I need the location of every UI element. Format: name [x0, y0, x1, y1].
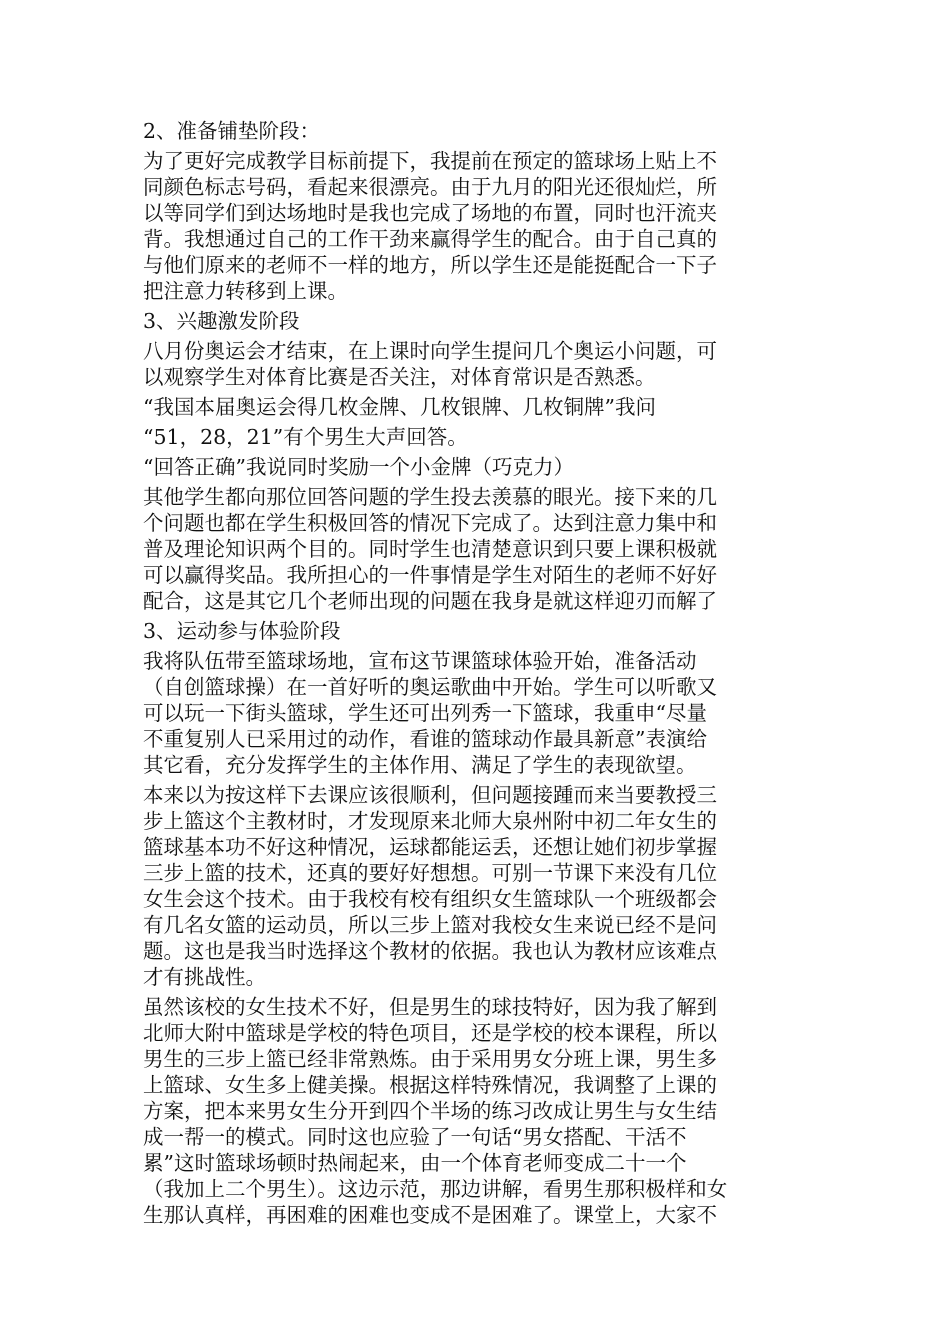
paragraph-line: （我加上二个男生）。这边示范，那边讲解，看男生那积极样和女 [143, 1177, 728, 1201]
paragraph-line: 三步上篮的技术，还真的要好好想想。可别一节课下来没有几位 [143, 861, 717, 885]
paragraph-line: 以等同学们到达场地时是我也完成了场地的布置，同时也汗流夹 [143, 201, 717, 225]
paragraph [143, 484, 823, 614]
paragraph [143, 148, 823, 304]
paragraph-line: 北师大附中篮球是学校的特色项目，还是学校的校本课程，所以 [143, 1021, 717, 1045]
paragraph-line: 生那认真样，再困难的困难也变成不是困难了。课堂上，大家不 [143, 1203, 717, 1227]
paragraph-line: 为了更好完成教学目标前提下，我提前在预定的篮球场上贴上不 [143, 149, 717, 173]
paragraph-line: 本来以为按这样下去课应该很顺利，但问题接踵而来当要教授三 [143, 783, 717, 807]
paragraph-line: 上篮球、女生多上健美操。根据这样特殊情况，我调整了上课的 [143, 1073, 717, 1097]
paragraph-line: 可以赢得奖品。我所担心的一件事情是学生对陌生的老师不好好 [143, 563, 717, 587]
paragraph [143, 338, 823, 390]
paragraph-line: 方案，把本来男女生分开到四个半场的练习改成让男生与女生结 [143, 1099, 717, 1123]
paragraph [143, 782, 823, 990]
paragraph-line: 可以玩一下街头篮球，学生还可出列秀一下篮球，我重申“尽量 [143, 701, 707, 725]
paragraph-line: 步上篮这个主教材时，才发现原来北师大泉州附中初二年女生的 [143, 809, 717, 833]
paragraph-line: 普及理论知识两个目的。同时学生也清楚意识到只要上课积极就 [143, 537, 717, 561]
paragraph-line: 把注意力转移到上课。 [143, 279, 348, 303]
paragraph-line: （自创篮球操）在一首好听的奥运歌曲中开始。学生可以听歌又 [143, 675, 717, 699]
paragraph-line: 不重复别人已采用过的动作，看谁的篮球动作最具新意”表演给 [143, 727, 707, 751]
paragraph-line: 有几名女篮的运动员，所以三步上篮对我校女生来说已经不是问 [143, 913, 717, 937]
paragraph-line: “回答正确”我说同时奖励一个小金牌（巧克力） [143, 455, 574, 479]
paragraph [143, 994, 823, 1228]
paragraph-line: 题。这也是我当时选择这个教材的依据。我也认为教材应该难点 [143, 939, 717, 963]
paragraph-line: 背。我想通过自己的工作干劲来赢得学生的配合。由于自己真的 [143, 227, 717, 251]
paragraph-line: 女生会这个技术。由于我校有校有组织女生篮球队一个班级都会 [143, 887, 717, 911]
paragraph [143, 394, 823, 420]
section-heading [143, 118, 823, 144]
paragraph-line: “我国本届奥运会得几枚金牌、几枚银牌、几枚铜牌”我问 [143, 395, 656, 419]
heading-text: 3、兴趣激发阶段 [143, 309, 300, 333]
paragraph-line: 男生的三步上篮已经非常熟炼。由于采用男女分班上课，男生多 [143, 1047, 717, 1071]
paragraph-line: 其他学生都向那位回答问题的学生投去羡慕的眼光。接下来的几 [143, 485, 717, 509]
paragraph-line: 才有挑战性。 [143, 965, 266, 989]
paragraph-line: 篮球基本功不好这种情况，运球都能运丢，还想让她们初步掌握 [143, 835, 717, 859]
paragraph-line: 个问题也都在学生积极回答的情况下完成了。达到注意力集中和 [143, 511, 717, 535]
paragraph-line: 八月份奥运会才结束，在上课时向学生提问几个奥运小问题，可 [143, 339, 717, 363]
paragraph-line: 配合，这是其它几个老师出现的问题在我身是就这样迎刃而解了 [143, 589, 717, 613]
paragraph-line: 其它看，充分发挥学生的主体作用、满足了学生的表现欲望。 [143, 753, 697, 777]
paragraph-line: 以观察学生对体育比赛是否关注，对体育常识是否熟悉。 [143, 365, 656, 389]
section-heading [143, 308, 823, 334]
paragraph-line: “51，28，21”有个男生大声回答。 [143, 425, 468, 449]
document-page [143, 118, 823, 1232]
paragraph [143, 454, 823, 480]
section-heading [143, 618, 823, 644]
heading-text: 2、准备铺垫阶段： [143, 119, 321, 143]
paragraph-line: 与他们原来的老师不一样的地方，所以学生还是能挺配合一下子 [143, 253, 717, 277]
paragraph [143, 424, 823, 450]
paragraph-line: 累”这时篮球场顿时热闹起来，由一个体育老师变成二十一个 [143, 1151, 687, 1175]
paragraph-line: 虽然该校的女生技术不好，但是男生的球技特好，因为我了解到 [143, 995, 717, 1019]
paragraph-line: 同颜色标志号码，看起来很漂亮。由于九月的阳光还很灿烂，所 [143, 175, 717, 199]
paragraph-line: 成一帮一的模式。同时这也应验了一句话“男女搭配、干活不 [143, 1125, 687, 1149]
paragraph [143, 648, 823, 778]
paragraph-line: 我将队伍带至篮球场地，宣布这节课篮球体验开始，准备活动 [143, 649, 697, 673]
heading-text: 3、运动参与体验阶段 [143, 619, 341, 643]
